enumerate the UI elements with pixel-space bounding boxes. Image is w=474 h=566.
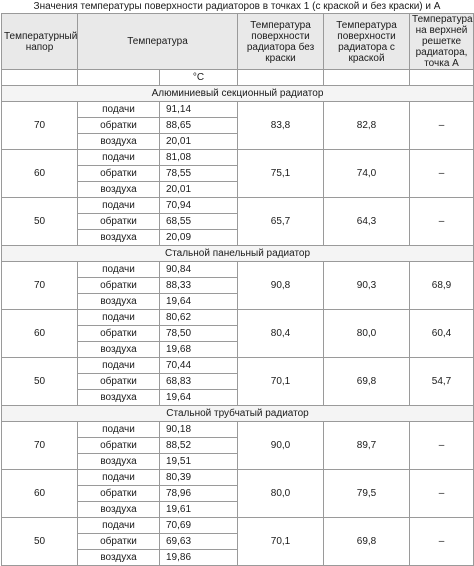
with-paint-cell: 74,0 (324, 150, 410, 198)
unit-blank (238, 70, 324, 86)
napor-cell: 60 (2, 150, 78, 198)
no-paint-cell: 70,1 (238, 358, 324, 406)
table-row (2, 102, 474, 118)
table-row (2, 198, 474, 214)
param-cell: воздуха (78, 134, 160, 150)
value-cell: 19,86 (160, 550, 238, 566)
param-cell: обратки (78, 438, 160, 454)
table-row (2, 310, 474, 326)
param-cell: обратки (78, 278, 160, 294)
point-a-cell: 60,4 (410, 310, 474, 358)
value-cell: 19,64 (160, 294, 238, 310)
param-cell: подачи (78, 198, 160, 214)
unit-blank (2, 70, 78, 86)
radiator-temperature-table (1, 13, 474, 566)
param-cell: обратки (78, 166, 160, 182)
value-cell: 88,33 (160, 278, 238, 294)
param-cell: обратки (78, 534, 160, 550)
point-a-cell: – (410, 470, 474, 518)
param-cell: обратки (78, 326, 160, 342)
param-cell: подачи (78, 150, 160, 166)
table-row (2, 470, 474, 486)
header-napor: Температурный напор (2, 14, 78, 70)
point-a-cell: – (410, 198, 474, 246)
param-cell: подачи (78, 518, 160, 534)
no-paint-cell: 90,0 (238, 422, 324, 470)
no-paint-cell: 70,1 (238, 518, 324, 566)
unit-blank (78, 70, 160, 86)
napor-cell: 70 (2, 262, 78, 310)
value-cell: 91,14 (160, 102, 238, 118)
point-a-cell: – (410, 150, 474, 198)
param-cell: подачи (78, 102, 160, 118)
param-cell: подачи (78, 262, 160, 278)
table-caption: Значения температуры поверхности радиаторов в точках 1 (с краской и без краски) и A (33, 1, 441, 12)
param-cell: воздуха (78, 390, 160, 406)
no-paint-cell: 75,1 (238, 150, 324, 198)
param-cell: воздуха (78, 502, 160, 518)
header-point-a: Температура на верхней решетке радиатора, точка A (410, 14, 474, 70)
table-row (2, 262, 474, 278)
param-cell: воздуха (78, 454, 160, 470)
table-body (2, 70, 474, 566)
value-cell: 68,83 (160, 374, 238, 390)
napor-cell: 50 (2, 358, 78, 406)
with-paint-cell: 82,8 (324, 102, 410, 150)
value-cell: 78,96 (160, 486, 238, 502)
param-cell: обратки (78, 486, 160, 502)
no-paint-cell: 90,8 (238, 262, 324, 310)
header-row (2, 14, 474, 70)
param-cell: подачи (78, 470, 160, 486)
value-cell: 19,64 (160, 390, 238, 406)
value-cell: 80,62 (160, 310, 238, 326)
no-paint-cell: 65,7 (238, 198, 324, 246)
napor-cell: 60 (2, 310, 78, 358)
value-cell: 69,63 (160, 534, 238, 550)
value-cell: 88,65 (160, 118, 238, 134)
napor-cell: 50 (2, 518, 78, 566)
point-a-cell: 68,9 (410, 262, 474, 310)
param-cell: воздуха (78, 230, 160, 246)
param-cell: воздуха (78, 182, 160, 198)
value-cell: 81,08 (160, 150, 238, 166)
header-with-paint: Температура поверхности радиатора с краской (324, 14, 410, 70)
table-row (2, 422, 474, 438)
value-cell: 20,09 (160, 230, 238, 246)
point-a-cell: – (410, 102, 474, 150)
header-no-paint: Температура поверхности радиатора без краски (238, 14, 324, 70)
param-cell: подачи (78, 422, 160, 438)
point-a-cell: – (410, 422, 474, 470)
no-paint-cell: 83,8 (238, 102, 324, 150)
unit-blank (324, 70, 410, 86)
table-row (2, 358, 474, 374)
value-cell: 88,52 (160, 438, 238, 454)
napor-cell: 70 (2, 102, 78, 150)
param-cell: подачи (78, 358, 160, 374)
value-cell: 90,18 (160, 422, 238, 438)
param-cell: воздуха (78, 550, 160, 566)
napor-cell: 60 (2, 470, 78, 518)
value-cell: 78,55 (160, 166, 238, 182)
value-cell: 70,94 (160, 198, 238, 214)
no-paint-cell: 80,4 (238, 310, 324, 358)
section-title: Стальной трубчатый радиатор (2, 406, 474, 422)
napor-cell: 70 (2, 422, 78, 470)
value-cell: 70,44 (160, 358, 238, 374)
value-cell: 68,55 (160, 214, 238, 230)
value-cell: 19,68 (160, 342, 238, 358)
table-row (2, 150, 474, 166)
with-paint-cell: 69,8 (324, 358, 410, 406)
value-cell: 19,61 (160, 502, 238, 518)
with-paint-cell: 90,3 (324, 262, 410, 310)
value-cell: 90,84 (160, 262, 238, 278)
value-cell: 19,51 (160, 454, 238, 470)
value-cell: 70,69 (160, 518, 238, 534)
section-title: Стальной панельный радиатор (2, 246, 474, 262)
value-cell: 20,01 (160, 182, 238, 198)
value-cell: 78,50 (160, 326, 238, 342)
section-title: Алюминиевый секционный радиатор (2, 86, 474, 102)
param-cell: обратки (78, 374, 160, 390)
with-paint-cell: 80,0 (324, 310, 410, 358)
section-row (2, 406, 474, 422)
param-cell: подачи (78, 310, 160, 326)
section-row (2, 86, 474, 102)
with-paint-cell: 64,3 (324, 198, 410, 246)
header-temperature: Температура (78, 14, 238, 70)
param-cell: обратки (78, 118, 160, 134)
napor-cell: 50 (2, 198, 78, 246)
unit-row (2, 70, 474, 86)
table-row (2, 518, 474, 534)
with-paint-cell: 89,7 (324, 422, 410, 470)
with-paint-cell: 79,5 (324, 470, 410, 518)
no-paint-cell: 80,0 (238, 470, 324, 518)
point-a-cell: 54,7 (410, 358, 474, 406)
value-cell: 20,01 (160, 134, 238, 150)
unit-label: °С (160, 70, 238, 86)
section-row (2, 246, 474, 262)
point-a-cell: – (410, 518, 474, 566)
param-cell: воздуха (78, 342, 160, 358)
with-paint-cell: 69,8 (324, 518, 410, 566)
value-cell: 80,39 (160, 470, 238, 486)
param-cell: обратки (78, 214, 160, 230)
unit-blank (410, 70, 474, 86)
param-cell: воздуха (78, 294, 160, 310)
